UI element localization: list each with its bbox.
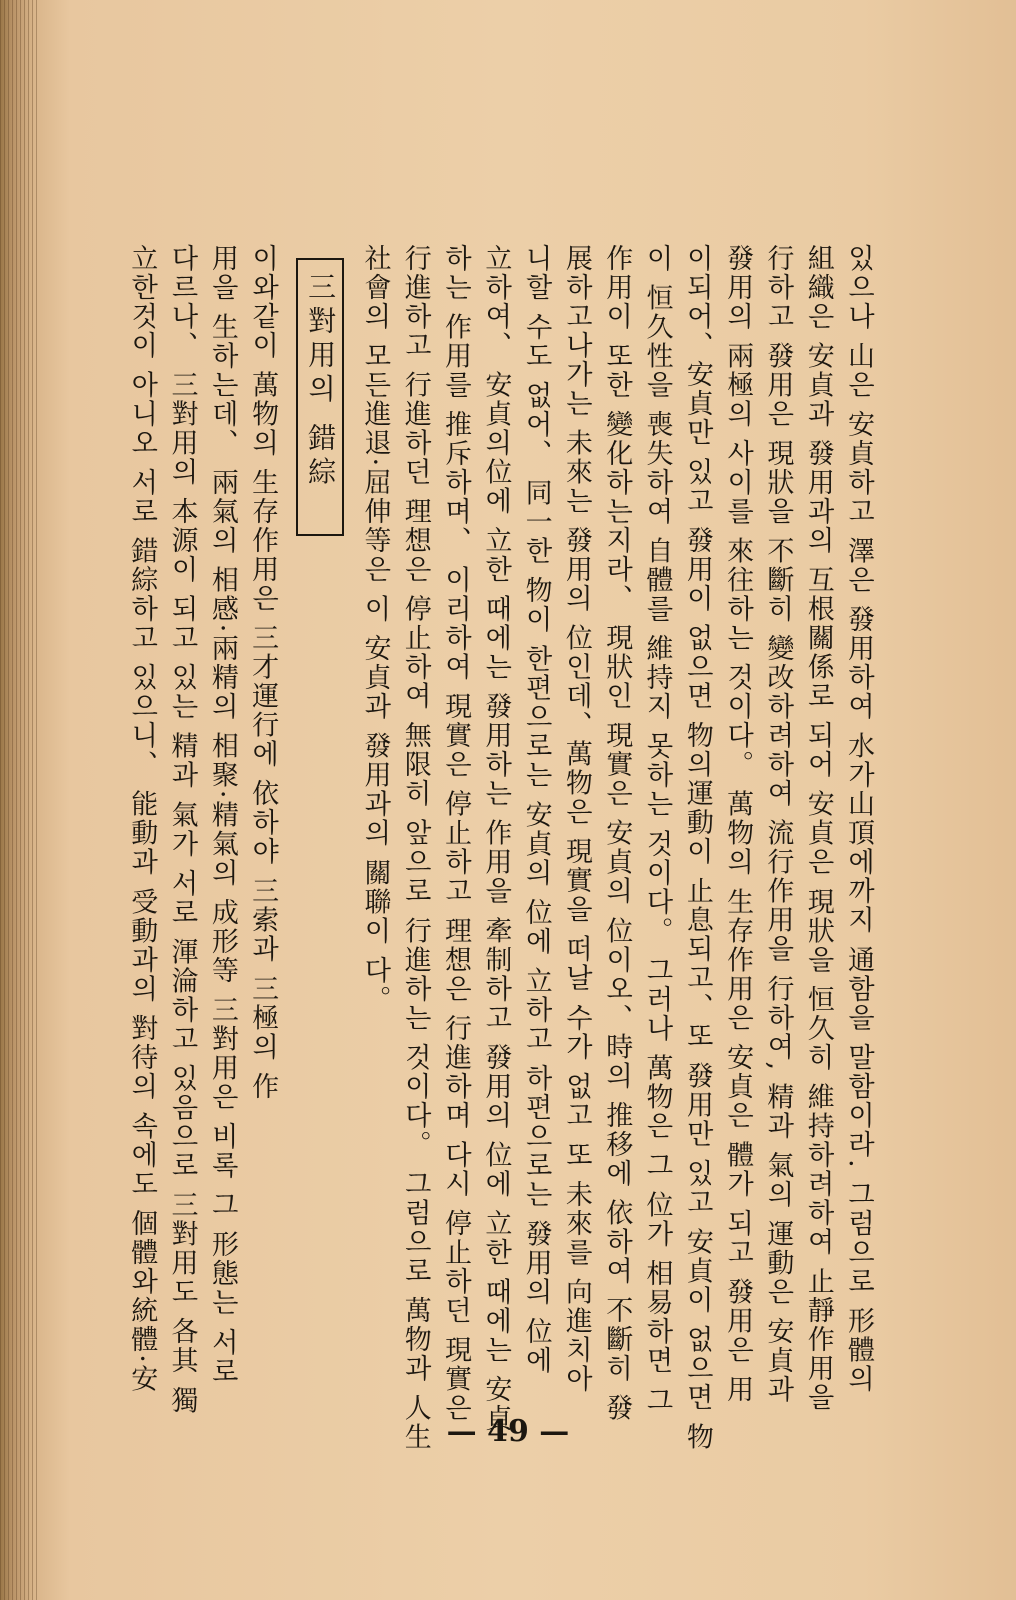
text-column: 組織은 安貞과 發用과의 互根關係로 되어 安貞은 現狀을 恒久히 維持하려하여 止靜作用을 [802, 244, 834, 1413]
text-column: 發用의 兩極의 사이를 來往하는 것이다。 萬物의 生存作用은 安貞은 體가 되고 發用은 用 [722, 244, 754, 1405]
text-column: 立한것이 아니오 서로 錯綜하고 있으니、 能動과 受動과의 對待의 속에도 個體와統體·安 [126, 244, 158, 1394]
text-column: 이와같이 萬物의 生存作用은 三才運行에 依하야 三索과 三極의 作 [247, 244, 279, 1102]
text-column: 다르나、 三對用의 本源이 되고 있는 精과 氣가 서로 渾淪하고 있음으로 三對用도 各其 獨 [166, 244, 198, 1415]
text-column: 行進하고 行進하던 理想은 停止하여 無限히 앞으로 行進하는 것이다。 그럼으로 萬物과 人生 [399, 244, 431, 1452]
text-column: 이되어、安貞만 있고 發用이 없으면 物의運動이 止息되고、또 發用만 있고 安貞이 없으면 物 [681, 244, 713, 1452]
text-column: 하는 作用를 推斥하며、 이리하여 現實은 停止하고 理想은 行進하며 다시 停止하던 現實은 [440, 244, 472, 1423]
text-column: 用을 生하는데、 兩氣의 相感·兩精의 相聚·精氣의 成形等 三對用은 비록 그 形態는 서로 [206, 244, 238, 1386]
page-stack-edge [0, 0, 40, 1600]
text-column: 社會의 모든進退·屈伸等은 이 安貞과 發用과의 關聯이 다。 [359, 244, 391, 1015]
text-column: 作用이 또한 變化하는지라、 現狀인 現實은 安貞의 位이오、時의 推移에 依하여 不斷히 發 [601, 244, 633, 1423]
text-column: 立하여、 安貞의位에 立한 때에는 發用하는 作用을 牽制하고 發用의 位에 立한 때에는 安貞 [480, 244, 512, 1434]
text-column: 니할 수도 없어、 同一한 物이 한편으로는 安貞의 位에 立하고 하편으로는 發用의 位에 [520, 244, 552, 1376]
text-column: 이 恒久性을 喪失하여 自體를 維持지 못하는 것이다。 그러나 萬物은 그 位가 相易하면 그 [641, 244, 673, 1415]
text-column: 行하고 發用은 現狀을 不斷히 變改하려하여 流行作用을 行하여, 精과 氣의 運動은 安貞과 [762, 244, 794, 1405]
text-column: 있으나 山은 安貞하고 澤은 發用하여 水가山頂에까지 通함을 말함이라. 그럼으로 形體의 [843, 244, 874, 1394]
section-heading: 三對用의 錯綜 [296, 258, 344, 536]
page-number: — 49 — [446, 1414, 570, 1449]
text-column: 展하고나가는 未來는 發用의 位인데、萬物은 現實을 떠날 수가 없고 또 未來를 向進치아 [560, 244, 592, 1394]
